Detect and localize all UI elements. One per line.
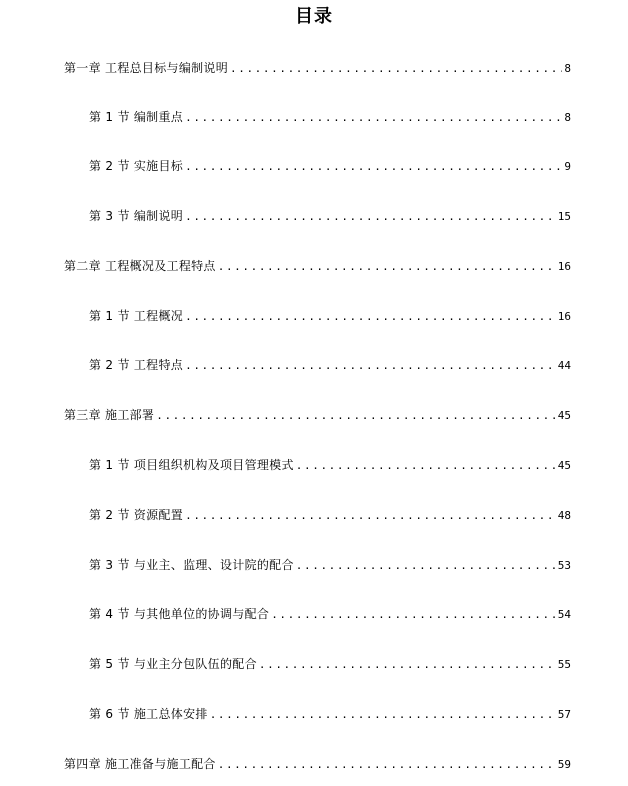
toc-entry-chapter-4[interactable] [64,756,571,773]
toc-entry-text: 第 1 节 编制重点 [89,110,184,124]
toc-entry-text: 第四章 施工准备与施工配合 [64,757,216,771]
toc-entry-chapter-3[interactable] [64,407,571,424]
toc-entry-section[interactable] [89,109,571,126]
toc-page-number: 55 [557,658,571,671]
toc-page-number: 9 [564,160,571,173]
toc-dot-leader [210,707,556,723]
toc-entry-section[interactable] [89,208,571,225]
toc-entry-text: 第 6 节 施工总体安排 [89,707,208,721]
toc-dot-leader [259,657,556,673]
toc-entry-section[interactable] [89,557,571,574]
toc-entry-text: 第 1 节 工程概况 [89,309,184,323]
toc-page-number: 57 [557,708,571,721]
toc-entry-text: 第一章 工程总目标与编制说明 [64,61,229,75]
toc-dot-leader [185,209,556,225]
toc-page-number: 15 [557,210,571,223]
toc-dot-leader [296,558,556,574]
toc-entry-text: 第 3 节 编制说明 [89,209,184,223]
toc-dot-leader [185,110,562,126]
toc-entry-section[interactable] [89,507,571,524]
toc-page-number: 16 [557,310,571,323]
toc-entry-text: 第 5 节 与业主分包队伍的配合 [89,657,257,671]
toc-page-number: 8 [564,111,571,124]
toc-entry-section[interactable] [89,656,571,673]
page-title: 目录 [295,6,333,27]
toc-entry-chapter-2[interactable] [64,258,571,275]
toc-entry-text: 第 2 节 实施目标 [89,159,184,173]
toc-page-number: 54 [557,608,571,621]
toc-page-number: 8 [564,62,571,75]
toc-entry-text: 第三章 施工部署 [64,408,155,422]
toc-entry-section[interactable] [89,457,571,474]
toc-dot-leader [296,458,556,474]
toc-page-number: 48 [557,509,571,522]
toc-page-number: 45 [557,409,571,422]
toc-dot-leader [185,309,556,325]
toc-dot-leader [218,259,556,275]
toc-dot-leader [156,408,556,424]
toc-entry-text: 第 3 节 与业主、监理、设计院的配合 [89,558,294,572]
toc-dot-leader [271,607,556,623]
toc-entry-section[interactable] [89,308,571,325]
toc-entry-chapter-1[interactable] [64,60,571,77]
toc-page-number: 16 [557,260,571,273]
toc-dot-leader [185,508,556,524]
toc-page-number: 59 [557,758,571,771]
toc-dot-leader [230,61,562,77]
toc-entry-section[interactable] [89,158,571,175]
toc-entry-text: 第 4 节 与其他单位的协调与配合 [89,607,270,621]
toc-page-number: 44 [557,359,571,372]
toc-entry-text: 第二章 工程概况及工程特点 [64,259,216,273]
toc-entry-text: 第 2 节 资源配置 [89,508,184,522]
toc-page-number: 45 [557,459,571,472]
toc-entry-text: 第 1 节 项目组织机构及项目管理模式 [89,458,294,472]
toc-dot-leader [185,358,556,374]
toc-entry-text: 第 2 节 工程特点 [89,358,184,372]
toc-dot-leader [218,757,556,773]
toc-entry-section[interactable] [89,606,571,623]
toc-entry-section[interactable] [89,357,571,374]
toc-page-number: 53 [557,559,571,572]
toc-entry-section[interactable] [89,706,571,723]
toc-dot-leader [185,159,562,175]
